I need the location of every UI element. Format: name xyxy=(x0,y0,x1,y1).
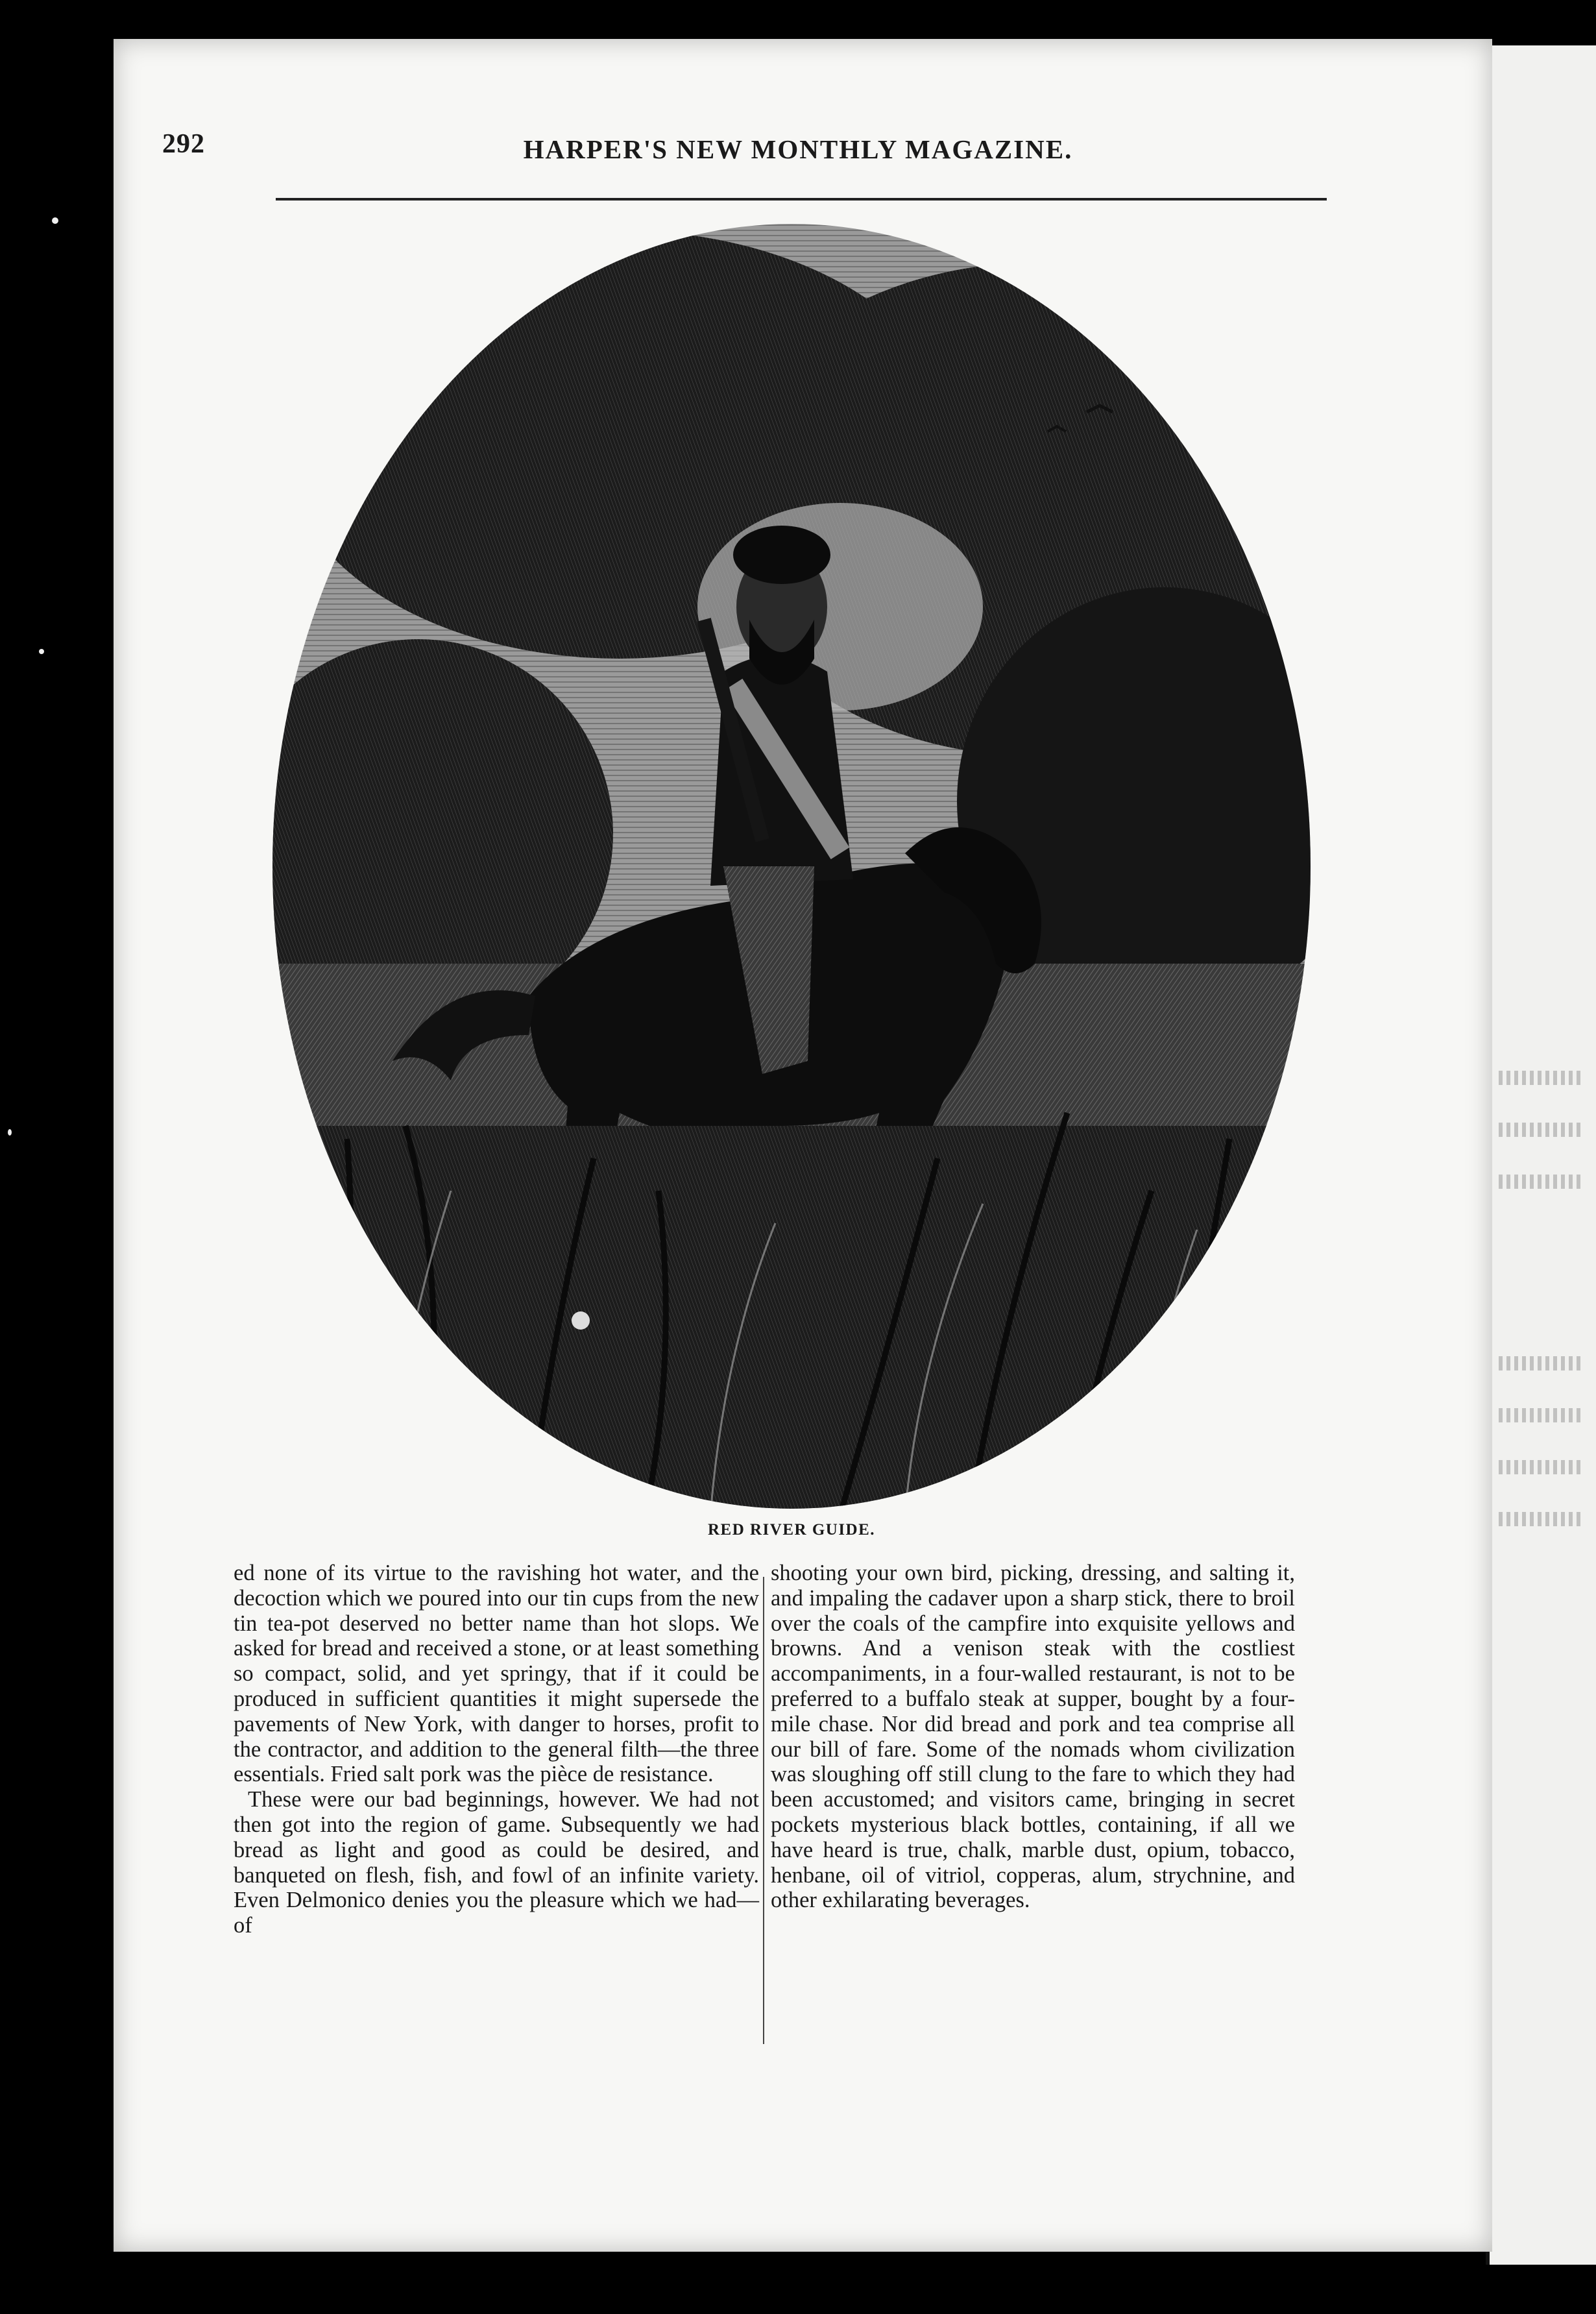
page-number: 292 xyxy=(162,129,205,159)
paragraph: shooting your own bird, picking, dressing, and salting it, and impaling the cadaver upon a sharp stick, there to broil over the coals of the campfire into exquisite yellows and browns. And a venison steak with the costliest accompaniments, in a four-walled restaurant, is not to be preferred to a buffalo steak at supper, bought by a four-mile chase. Nor did bread and pork and tea comprise all our bill of fare. Some of the nomads whom civilization was sloughing off still clung to the fare to which they had been accustomed; and visitors came, bringing in secret pockets mysterious black bottles, containing, if all we have heard is true, chalk, marble dust, opium, tobacco, henbane, oil of vitriol, copperas, alum, strychnine, and other exhilarating beverages. xyxy=(771,1561,1295,1913)
text-column-right xyxy=(771,1561,1295,1913)
paragraph: ed none of its virtue to the ravishing hot water, and the decoction which we poured into our tin cups from the new tin tea-pot deserved no better name than hot slops. We asked for bread and received a stone, or at least something so compact, solid, and yet springy, that if it could be produced in sufficient quantities it might supersede the pavements of New York, with danger to horses, profit to the contractor, and addition to the general filth—the three essentials. Fried salt pork was the pièce de resistance. xyxy=(234,1561,759,1787)
scan-speck xyxy=(8,1129,12,1136)
header-rule xyxy=(276,198,1327,201)
running-head: HARPER'S NEW MONTHLY MAGAZINE. xyxy=(523,134,1073,164)
engraving-horseman-icon xyxy=(256,217,1327,1515)
text-column-left xyxy=(234,1561,759,1938)
column-divider xyxy=(763,1577,764,2044)
paragraph: These were our bad beginnings, however. We had not then got into the region of game. Subsequently we had bread as light and good as could be desired, and banqueted on flesh, fish, and fowl of an infinite variety. Even Delmonico denies you the pleasure which we had—of xyxy=(234,1787,759,1938)
scan-speck xyxy=(52,217,58,224)
scan-speck xyxy=(39,649,44,654)
illustration-caption: RED RIVER GUIDE. xyxy=(707,1521,876,1539)
adjacent-page-edge xyxy=(1486,45,1596,2265)
